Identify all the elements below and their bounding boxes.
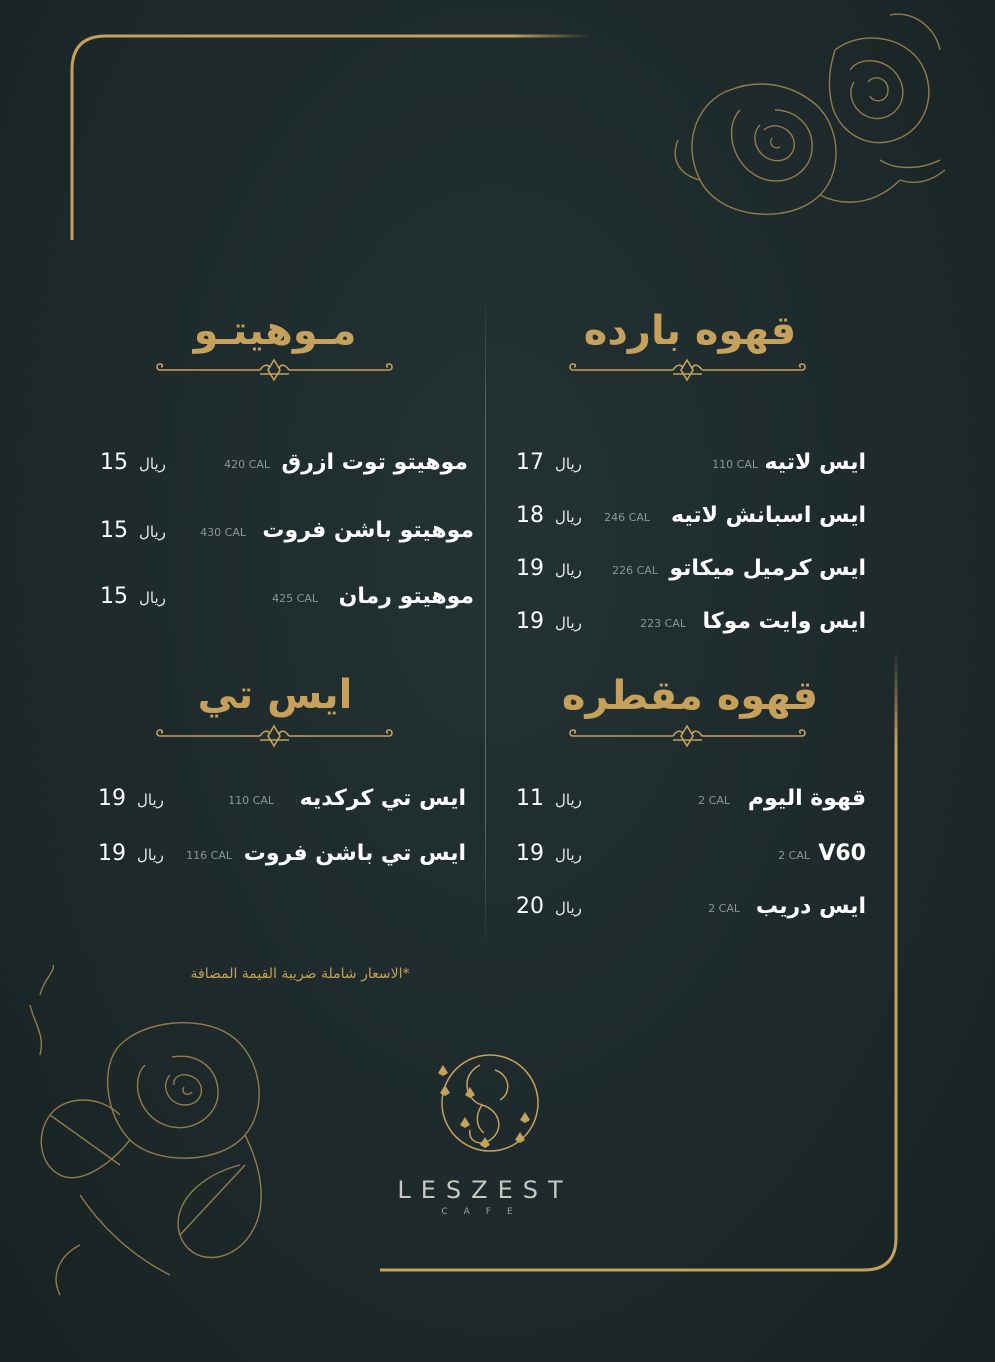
calories: 2 CAL bbox=[778, 849, 810, 862]
ornament-icon bbox=[152, 356, 397, 386]
ornament-icon bbox=[152, 722, 397, 752]
calories: 110 CAL bbox=[712, 458, 758, 471]
logo-icon bbox=[420, 1045, 550, 1165]
list-item bbox=[516, 894, 866, 928]
item-name: موهيتو باشن فروت bbox=[262, 518, 474, 543]
item-name: موهيتو توت ازرق bbox=[281, 450, 468, 475]
calories: 246 CAL bbox=[604, 511, 650, 524]
section-title-mojito: مـوهيتـو bbox=[193, 308, 357, 354]
item-name: ايس اسبانش لاتيه bbox=[671, 503, 866, 528]
ornament-icon bbox=[565, 356, 810, 386]
list-item bbox=[516, 503, 866, 537]
list-item bbox=[100, 450, 468, 484]
price: 19 ريال bbox=[98, 786, 164, 811]
calories: 226 CAL bbox=[612, 564, 658, 577]
list-item bbox=[98, 786, 466, 820]
price: 19 ريال bbox=[516, 841, 582, 866]
price: 15 ريال bbox=[100, 518, 166, 543]
column-divider bbox=[485, 285, 486, 955]
list-item bbox=[516, 841, 866, 875]
item-name: ايس تي باشن فروت bbox=[243, 841, 466, 866]
list-item bbox=[516, 786, 866, 820]
price: 19 ريال bbox=[516, 609, 582, 634]
price: 19 ريال bbox=[516, 556, 582, 581]
section-title-ice-tea: ايس تي bbox=[197, 672, 353, 718]
list-item bbox=[516, 609, 866, 643]
price: 15 ريال bbox=[100, 450, 166, 475]
price: 20 ريال bbox=[516, 894, 582, 919]
calories: 116 CAL bbox=[186, 849, 232, 862]
calories: 110 CAL bbox=[228, 794, 274, 807]
item-name: ايس كرميل ميكاتو bbox=[669, 556, 866, 581]
calories: 2 CAL bbox=[698, 794, 730, 807]
ornament-icon bbox=[565, 722, 810, 752]
item-name: ايس دريب bbox=[755, 894, 866, 919]
item-name: موهيتو رمان bbox=[338, 584, 474, 609]
price: 18 ريال bbox=[516, 503, 582, 528]
section-title-drip-coffee: قهوه مقطره bbox=[561, 673, 819, 719]
price: 15 ريال bbox=[100, 584, 166, 609]
brand-subtitle: CAFE bbox=[441, 1207, 529, 1217]
price: 11 ريال bbox=[516, 786, 582, 811]
section-title-cold-coffee: قهوه بارده bbox=[583, 308, 797, 354]
item-name: ايس لاتيه bbox=[764, 450, 866, 475]
list-item bbox=[100, 584, 474, 618]
list-item bbox=[100, 518, 474, 552]
calories: 425 CAL bbox=[272, 592, 318, 605]
rose-icon bbox=[20, 965, 330, 1305]
calories: 420 CAL bbox=[224, 458, 270, 471]
vat-note: *الاسعار شاملة ضريبة القيمة المضافة bbox=[190, 966, 410, 982]
item-name: ايس تي كركديه bbox=[299, 786, 466, 811]
price: 19 ريال bbox=[98, 841, 164, 866]
rose-icon bbox=[660, 10, 950, 240]
price: 17 ريال bbox=[516, 450, 582, 475]
item-name: قهوة اليوم bbox=[747, 786, 866, 811]
calories: 223 CAL bbox=[640, 617, 686, 630]
item-name: ايس وايت موكا bbox=[702, 609, 866, 634]
calories: 2 CAL bbox=[708, 902, 740, 915]
list-item bbox=[516, 556, 866, 590]
list-item bbox=[516, 450, 866, 484]
item-name: V60 bbox=[818, 841, 866, 866]
brand-name: LESZEST bbox=[397, 1176, 573, 1204]
calories: 430 CAL bbox=[200, 526, 246, 539]
list-item bbox=[98, 841, 466, 875]
